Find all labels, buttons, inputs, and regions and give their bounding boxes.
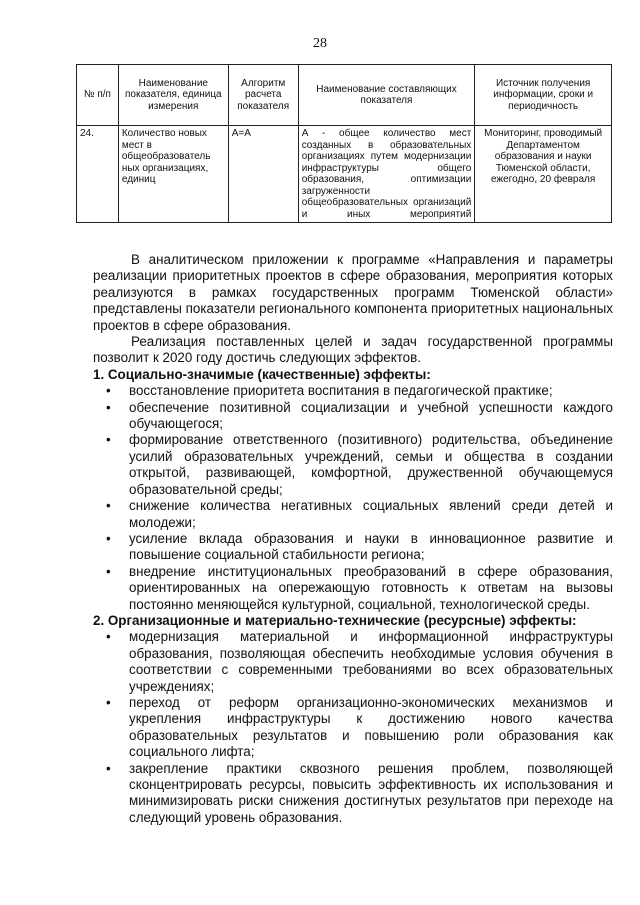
header-algorithm: Алгоритм расчета показателя	[228, 65, 298, 126]
table-row	[77, 126, 612, 223]
header-indicator-name: Наименование показателя, единица измерения	[118, 65, 228, 126]
bullet-icon: •	[106, 563, 111, 579]
cell-indicator-name: Количество новых мест в общеобразователь ных организациях, единиц	[118, 126, 228, 223]
page-number: 28	[313, 36, 327, 51]
list-item	[93, 695, 613, 761]
table-header-row	[77, 65, 612, 126]
list-item	[93, 383, 613, 399]
section-heading: 1. Социально-значимые (качественные) эффекты:	[93, 366, 431, 382]
cell-num: 24.	[77, 126, 119, 223]
cell-algorithm: А=А	[228, 126, 298, 223]
bullet-icon: •	[106, 629, 111, 645]
list-item-text: внедрение институциональных преобразований в сфере образования, ориентированных на опережающую готовность к ответам на вызовы постоянно меняющейся культурной, социальной, технологической среды.	[129, 563, 613, 612]
list-item-text: усиление вклада образования и науки в инновационное развитие и повышение социальной стабильности региона;	[129, 530, 613, 563]
list-item-text: снижение количества негативных социальных явлений среди детей и молодежи;	[129, 498, 613, 530]
bullet-icon: •	[106, 694, 111, 710]
list-item	[93, 564, 613, 613]
bullet-icon: •	[106, 399, 111, 415]
list-item-text: формирование ответственного (позитивного) родительства, объединение усилий образовательных учреждений, семьи и общества в создании открытой, развивающей, комфортной, дружественной обучающемуся образовательной среды;	[129, 432, 613, 497]
bullet-icon: •	[106, 432, 111, 448]
section-heading: 2. Организационные и материально-технические (ресурсные) эффекты:	[93, 612, 577, 628]
list-item	[93, 498, 613, 531]
bullet-icon: •	[106, 498, 111, 514]
paragraph: В аналитическом приложении к программе «Направления и параметры реализации приоритетных проектов в сфере образования, мероприятия которых реализуются в рамках государственных программ Тюменской области» представлены показатели регионального компонента приоритетных национальных проектов в сфере образования.	[93, 252, 613, 333]
bullet-list	[93, 629, 613, 826]
indicator-table	[76, 64, 612, 223]
bullet-icon: •	[106, 530, 111, 546]
list-item	[93, 432, 613, 498]
list-item	[93, 629, 613, 695]
body-text	[93, 252, 613, 826]
bullet-icon: •	[106, 383, 111, 399]
list-item	[93, 531, 613, 564]
list-item	[93, 400, 613, 433]
header-components: Наименование составляющих показателя	[298, 65, 475, 126]
paragraph: Реализация поставленных целей и задач государственной программы позволит к 2020 году достичь следующих эффектов.	[93, 334, 613, 366]
list-item-text: обеспечение позитивной социализации и учебной успешности каждого обучающегося;	[129, 399, 613, 432]
list-item	[93, 761, 613, 827]
header-num: № п/п	[77, 65, 119, 126]
list-item-text: модернизация материальной и информационной инфраструктуры образования, позволяющая обеспечить необходимые условия обучения в соответствии с современными требованиями во всех образовательных учреждениях;	[129, 629, 613, 694]
list-item-text: восстановление приоритета воспитания в педагогической практике;	[129, 383, 553, 399]
cell-source: Мониторинг, проводимый Департаментом образования и науки Тюменской области, ежегодно, 20 февраля	[475, 126, 612, 223]
cell-components: А - общее количество мест созданных в образовательных организациях путем модернизации инфраструктуры общего образования, оптимизации загруженности общеобразовательных организаций и иных мероприятий	[298, 126, 475, 223]
bullet-icon: •	[106, 760, 111, 776]
bullet-list	[93, 383, 613, 613]
header-source: Источник получения информации, сроки и периодичность	[475, 65, 612, 126]
list-item-text: переход от реформ организационно-экономических механизмов и укрепления инфраструктуры к достижению нового качества образовательных результатов и повышению роли образования как социального лифта;	[129, 694, 613, 760]
list-item-text: закрепление практики сквозного решения проблем, позволяющей сконцентрировать ресурсы, повысить эффективность их использования и минимизировать риски снижения достигнутых результатов при переходе на следующий уровень образования.	[129, 760, 613, 825]
